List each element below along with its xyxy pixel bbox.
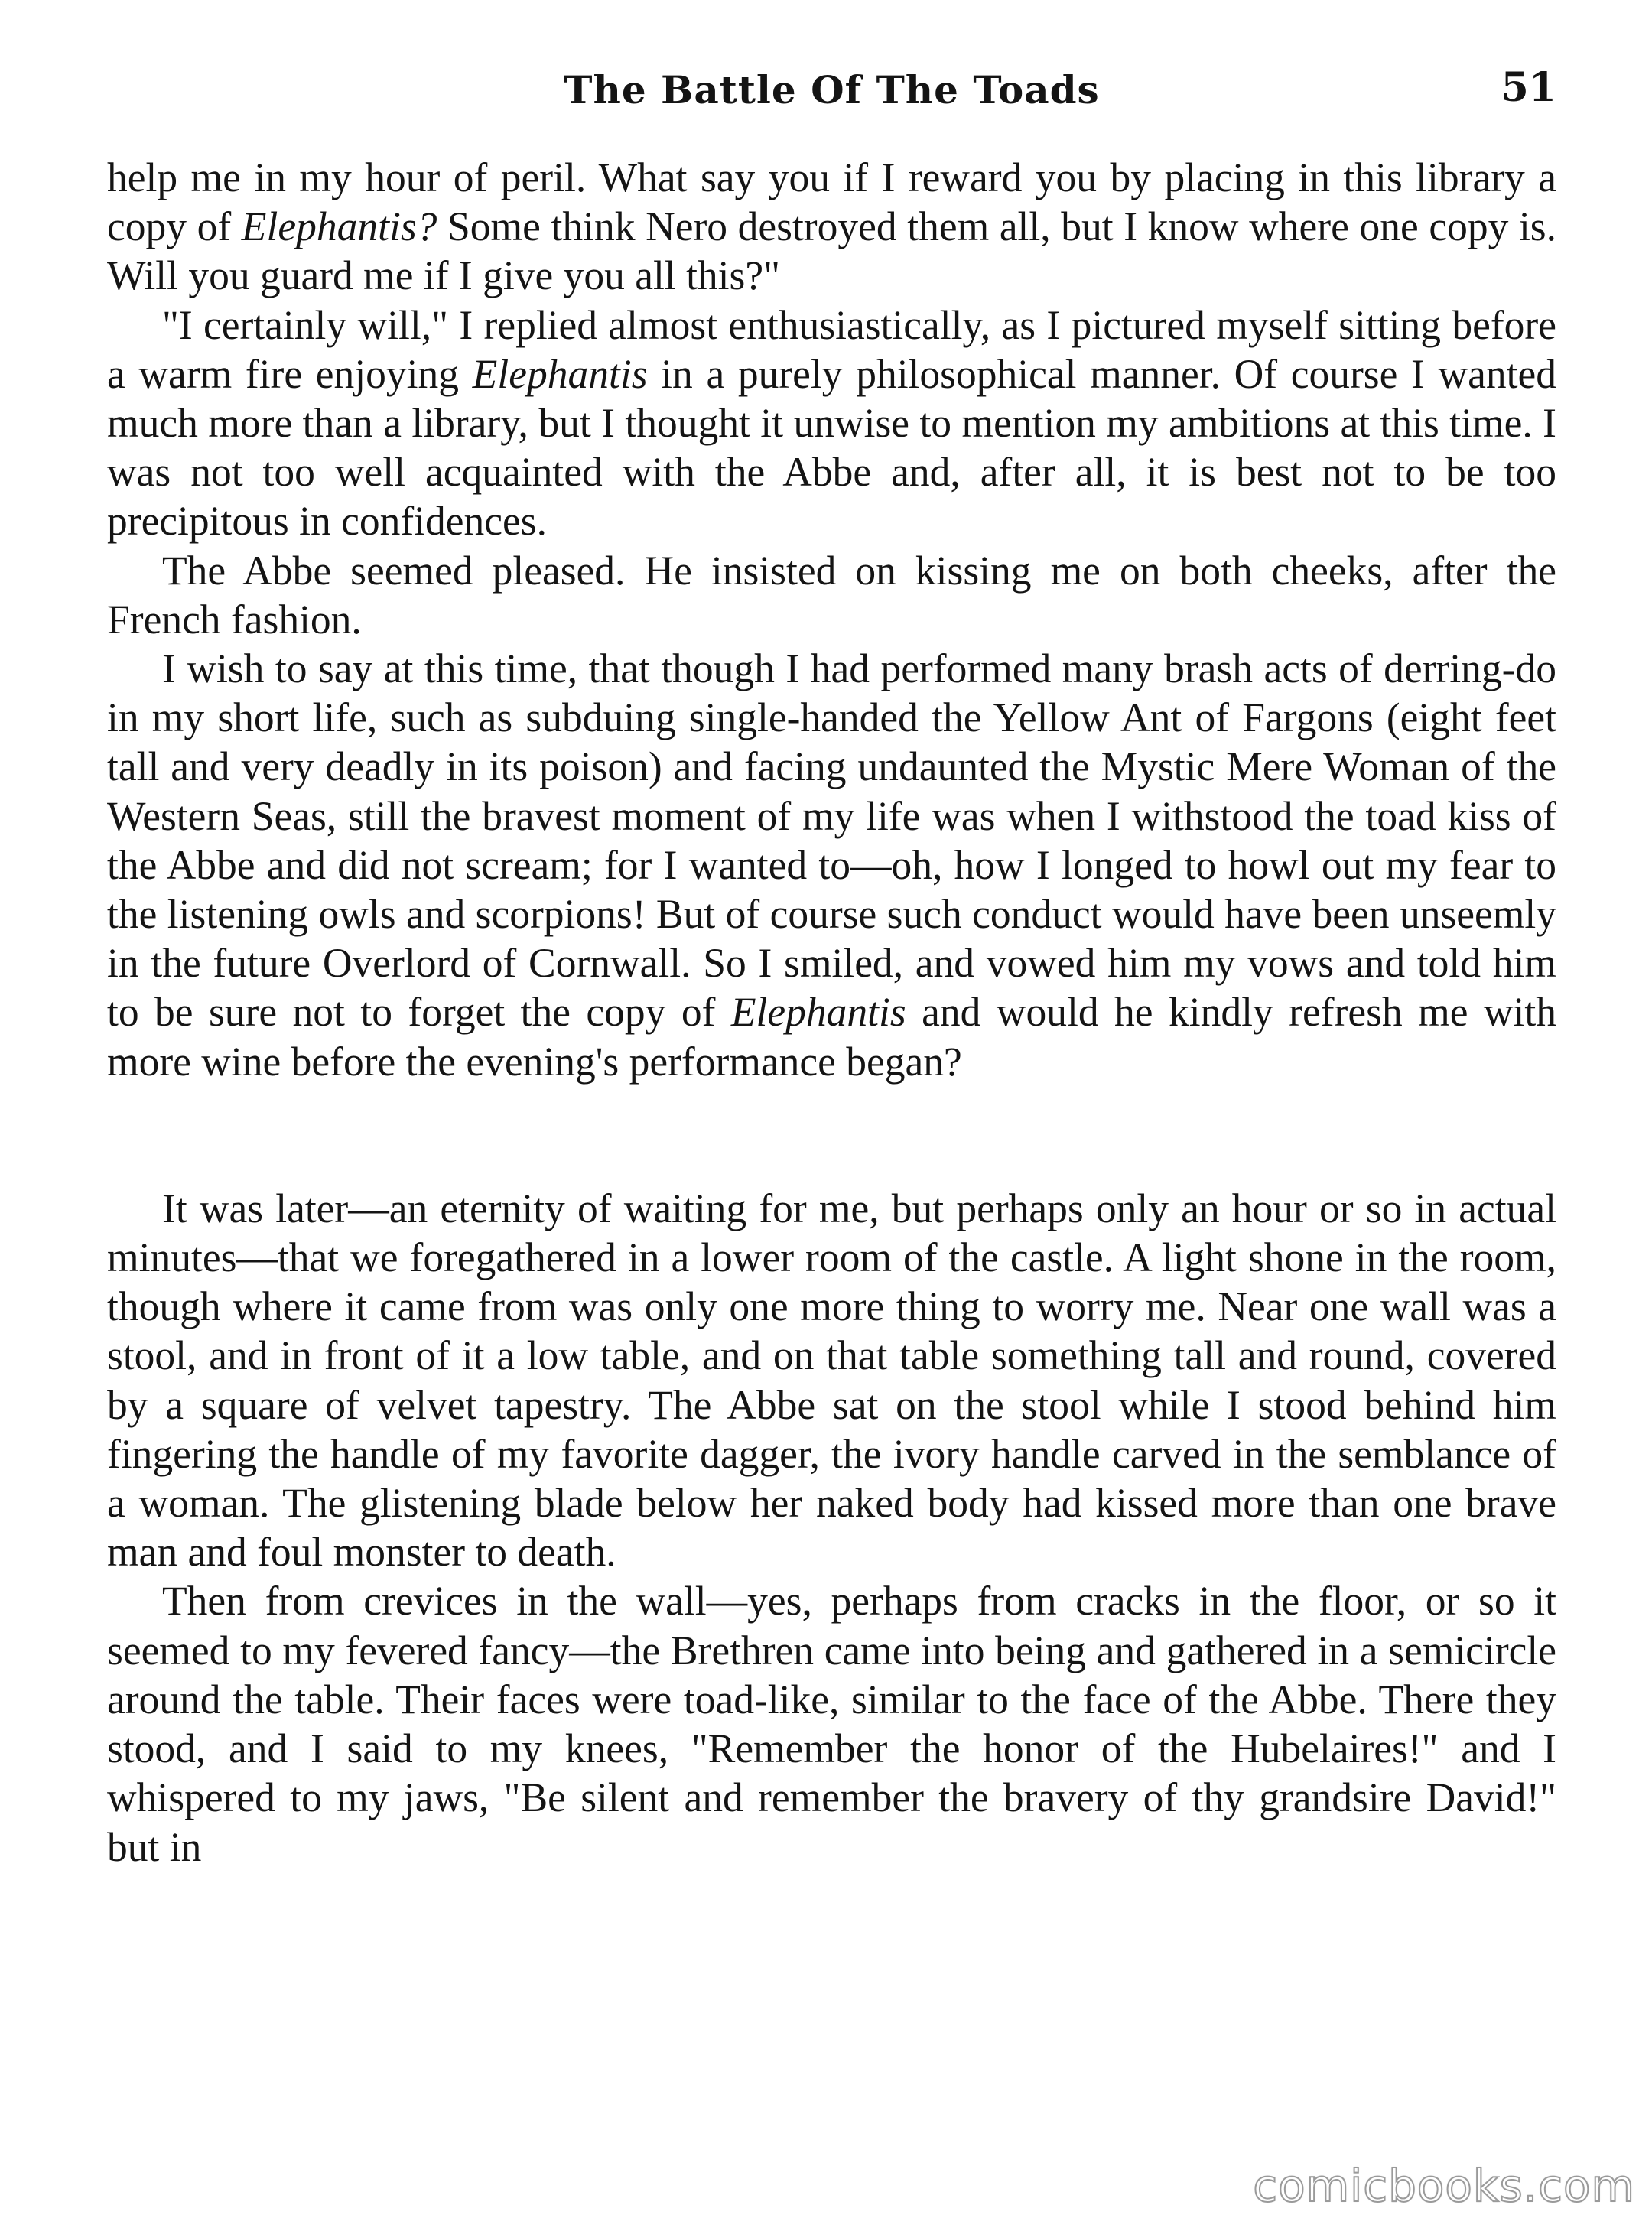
text-run: I wish to say at this time, that though I had performed many brash acts of derring-do in my short life, such as subduing single-handed the Yellow Ant of Fargons (eight feet tall and very deadly in its poison) and facing undaunted the Mystic Mere Woman of the Western Seas, still the bravest moment of my life was when I withstood the toad kiss of the Abbe and did not scream; for I wanted to—oh, how I longed to howl out my fear to the listening owls and scorpions! But of course such conduct would have been unseemly in the future Overlord of Cornwall. So I smiled, and vowed him my vows and told him to be sure not to forget the copy of [107,646,1556,1036]
text-run: The Abbe seemed pleased. He insisted on kissing me on both cheeks, after the French fashion. [107,547,1556,642]
text-run: and would he kindly refresh me with more wine before the evening's performance began? [107,989,1556,1085]
paragraph [107,644,1556,1086]
book-title-italic: Elephantis [472,350,648,397]
book-title-italic: Elephantis [730,989,906,1036]
page-header [107,64,1556,128]
watermark: comicbooks.com [1253,2160,1635,2212]
text-run: Some think Nero destroyed them all, but I know where one copy is. Will you guard me if I give you all this?" [107,203,1557,299]
text-run: It was later—an eternity of waiting for me, but perhaps only an hour or so in actual minutes—that we foregathered in a lower room of the castle. A light shone in the room, though where it came from was only one more thing to worry me. Near one wall was a stool, and in front of it a low table, and on that table something tall and round, covered by a square of velvet tapestry. The Abbe sat on the stool while I stood behind him fingering the handle of my favorite dagger, the ivory handle carved in the semblance of a woman. The glistening blade below her naked body had kissed more than one brave man and foul monster to death. [107,1185,1556,1576]
book-title-italic: Elephantis? [241,203,437,250]
text-run: help me in my hour of peril. What say you if I reward you by placing in this library a copy of [107,154,1556,250]
paragraph [107,546,1556,644]
text-run: Then from crevices in the wall—yes, perhaps from cracks in the floor, or so it seemed to my fevered fancy—the Brethren came into being and gathered in a semicircle around the table. Their faces were toad-like, similar to the face of the Abbe. There they stood, and I said to my knees, "Remember the honor of the Hubelaires!" and I whispered to my jaws, "Be silent and remember the bravery of thy grandsire David!" but in [107,1578,1556,1870]
text-body [107,153,1556,1872]
text-run: in a purely philosophical manner. Of course I wanted much more than a library, but I thought it unwise to mention my ambitions at this time. I was not too well acquainted with the Abbe and, after all, it is best not to be too precipitous in confidences. [107,350,1556,545]
paragraph [107,301,1556,546]
text-run: "I certainly will," I replied almost enthusiastically, as I pictured myself sitting before a warm fire enjoying [107,301,1556,397]
page-number: 51 [1501,64,1556,111]
paragraph [107,153,1556,301]
paragraph [107,1576,1556,1871]
paragraph [107,1184,1556,1577]
running-title: The Battle Of The Toads [564,67,1100,112]
